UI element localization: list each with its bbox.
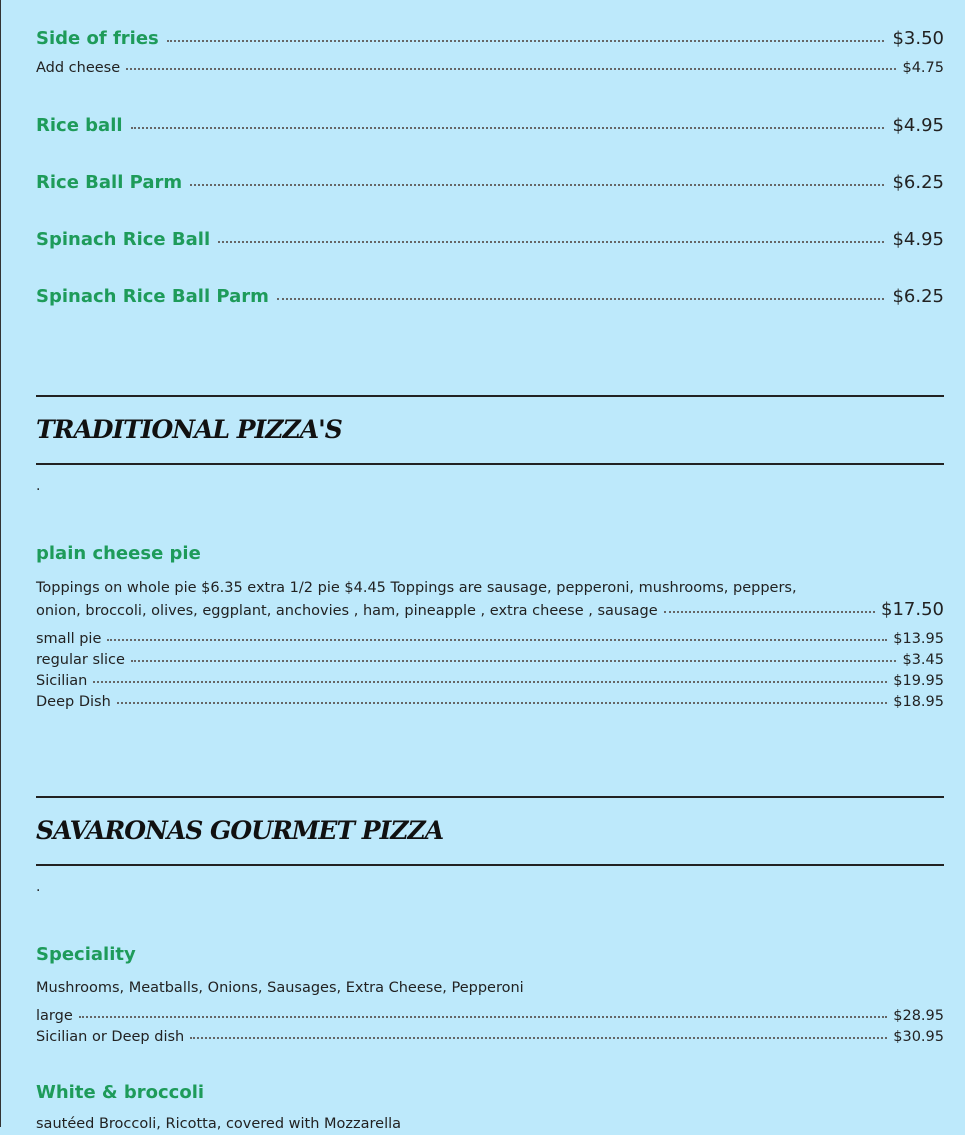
price-option-row xyxy=(36,673,944,694)
item-name: Rice ball xyxy=(36,115,123,136)
item-name: Spinach Rice Ball xyxy=(36,229,211,250)
dot-leader xyxy=(131,127,885,129)
dot-leader xyxy=(190,1037,887,1039)
item-name: Speciality xyxy=(36,944,136,965)
section-title: TRADITIONAL PIZZA'S xyxy=(36,415,342,444)
option-name: Add cheese xyxy=(36,60,121,76)
price-option-row xyxy=(36,694,944,715)
item-price: $17.50 xyxy=(881,599,944,620)
dot-leader xyxy=(664,611,875,613)
item-description: Mushrooms, Meatballs, Onions, Sausages, Extra Cheese, Pepperoni xyxy=(36,980,524,996)
section-marker: . xyxy=(36,478,41,494)
dot-leader xyxy=(218,241,884,243)
section-marker: . xyxy=(36,879,41,895)
option-name: Sicilian xyxy=(36,673,88,689)
item-price: $4.95 xyxy=(892,229,944,250)
price-option-row xyxy=(36,1029,944,1050)
item-price: $4.95 xyxy=(892,115,944,136)
dot-leader xyxy=(79,1016,888,1018)
item-name: White & broccoli xyxy=(36,1082,205,1103)
option-name: Deep Dish xyxy=(36,694,111,710)
item-description: sautéed Broccoli, Ricotta, covered with Mozzarella xyxy=(36,1116,402,1132)
item-name: Spinach Rice Ball Parm xyxy=(36,286,269,307)
option-name: small pie xyxy=(36,631,102,647)
option-name: regular slice xyxy=(36,652,125,668)
item-price: $6.25 xyxy=(892,172,944,193)
section-header-traditional-pizza xyxy=(36,395,944,465)
price-options xyxy=(36,631,944,715)
dot-leader xyxy=(117,702,887,704)
dot-leader xyxy=(167,40,885,42)
menu-item-white-broccoli xyxy=(36,1082,944,1135)
price-option-row xyxy=(36,631,944,652)
option-name: large xyxy=(36,1008,73,1024)
price-options xyxy=(36,1008,944,1050)
description-line: onion, broccoli, olives, eggplant, anchovies , ham, pineapple , extra cheese , sausage xyxy=(36,603,658,619)
item-name: plain cheese pie xyxy=(36,543,201,564)
option-price: $28.95 xyxy=(893,1008,944,1024)
option-price: $4.75 xyxy=(902,60,944,76)
menu-item-spinach-rice-ball xyxy=(36,229,944,255)
price-option-row xyxy=(36,652,944,673)
dot-leader xyxy=(107,639,887,641)
item-price: $6.25 xyxy=(892,286,944,307)
item-name: Side of fries xyxy=(36,28,159,49)
dot-leader xyxy=(131,660,897,662)
option-name: Sicilian or Deep dish xyxy=(36,1029,185,1045)
menu-item-plain-cheese-pie xyxy=(36,543,944,715)
section-title: SAVARONAS GOURMET PIZZA xyxy=(36,816,444,845)
menu-item-side-of-fries xyxy=(36,28,944,81)
menu-item-rice-ball-parm xyxy=(36,172,944,198)
dot-leader xyxy=(277,298,885,300)
section-header-gourmet-pizza xyxy=(36,796,944,866)
dot-leader xyxy=(190,184,884,186)
item-description xyxy=(36,578,944,622)
price-option-row xyxy=(36,60,944,81)
option-price: $13.95 xyxy=(893,631,944,647)
dot-leader xyxy=(126,68,896,70)
page-left-border xyxy=(0,0,1,1127)
item-name: Rice Ball Parm xyxy=(36,172,183,193)
item-price: $3.50 xyxy=(892,28,944,49)
option-price: $18.95 xyxy=(893,694,944,710)
menu-item-spinach-rice-ball-parm xyxy=(36,286,944,312)
menu-item-speciality xyxy=(36,944,944,1050)
option-price: $3.45 xyxy=(902,652,944,668)
option-price: $30.95 xyxy=(893,1029,944,1045)
dot-leader xyxy=(93,681,887,683)
menu-item-rice-ball xyxy=(36,115,944,141)
description-price-row xyxy=(36,599,944,622)
option-price: $19.95 xyxy=(893,673,944,689)
description-line: Toppings on whole pie $6.35 extra 1/2 pie $4.45 Toppings are sausage, pepperoni, mushrooms, peppers, xyxy=(36,580,797,596)
price-option-row xyxy=(36,1008,944,1029)
